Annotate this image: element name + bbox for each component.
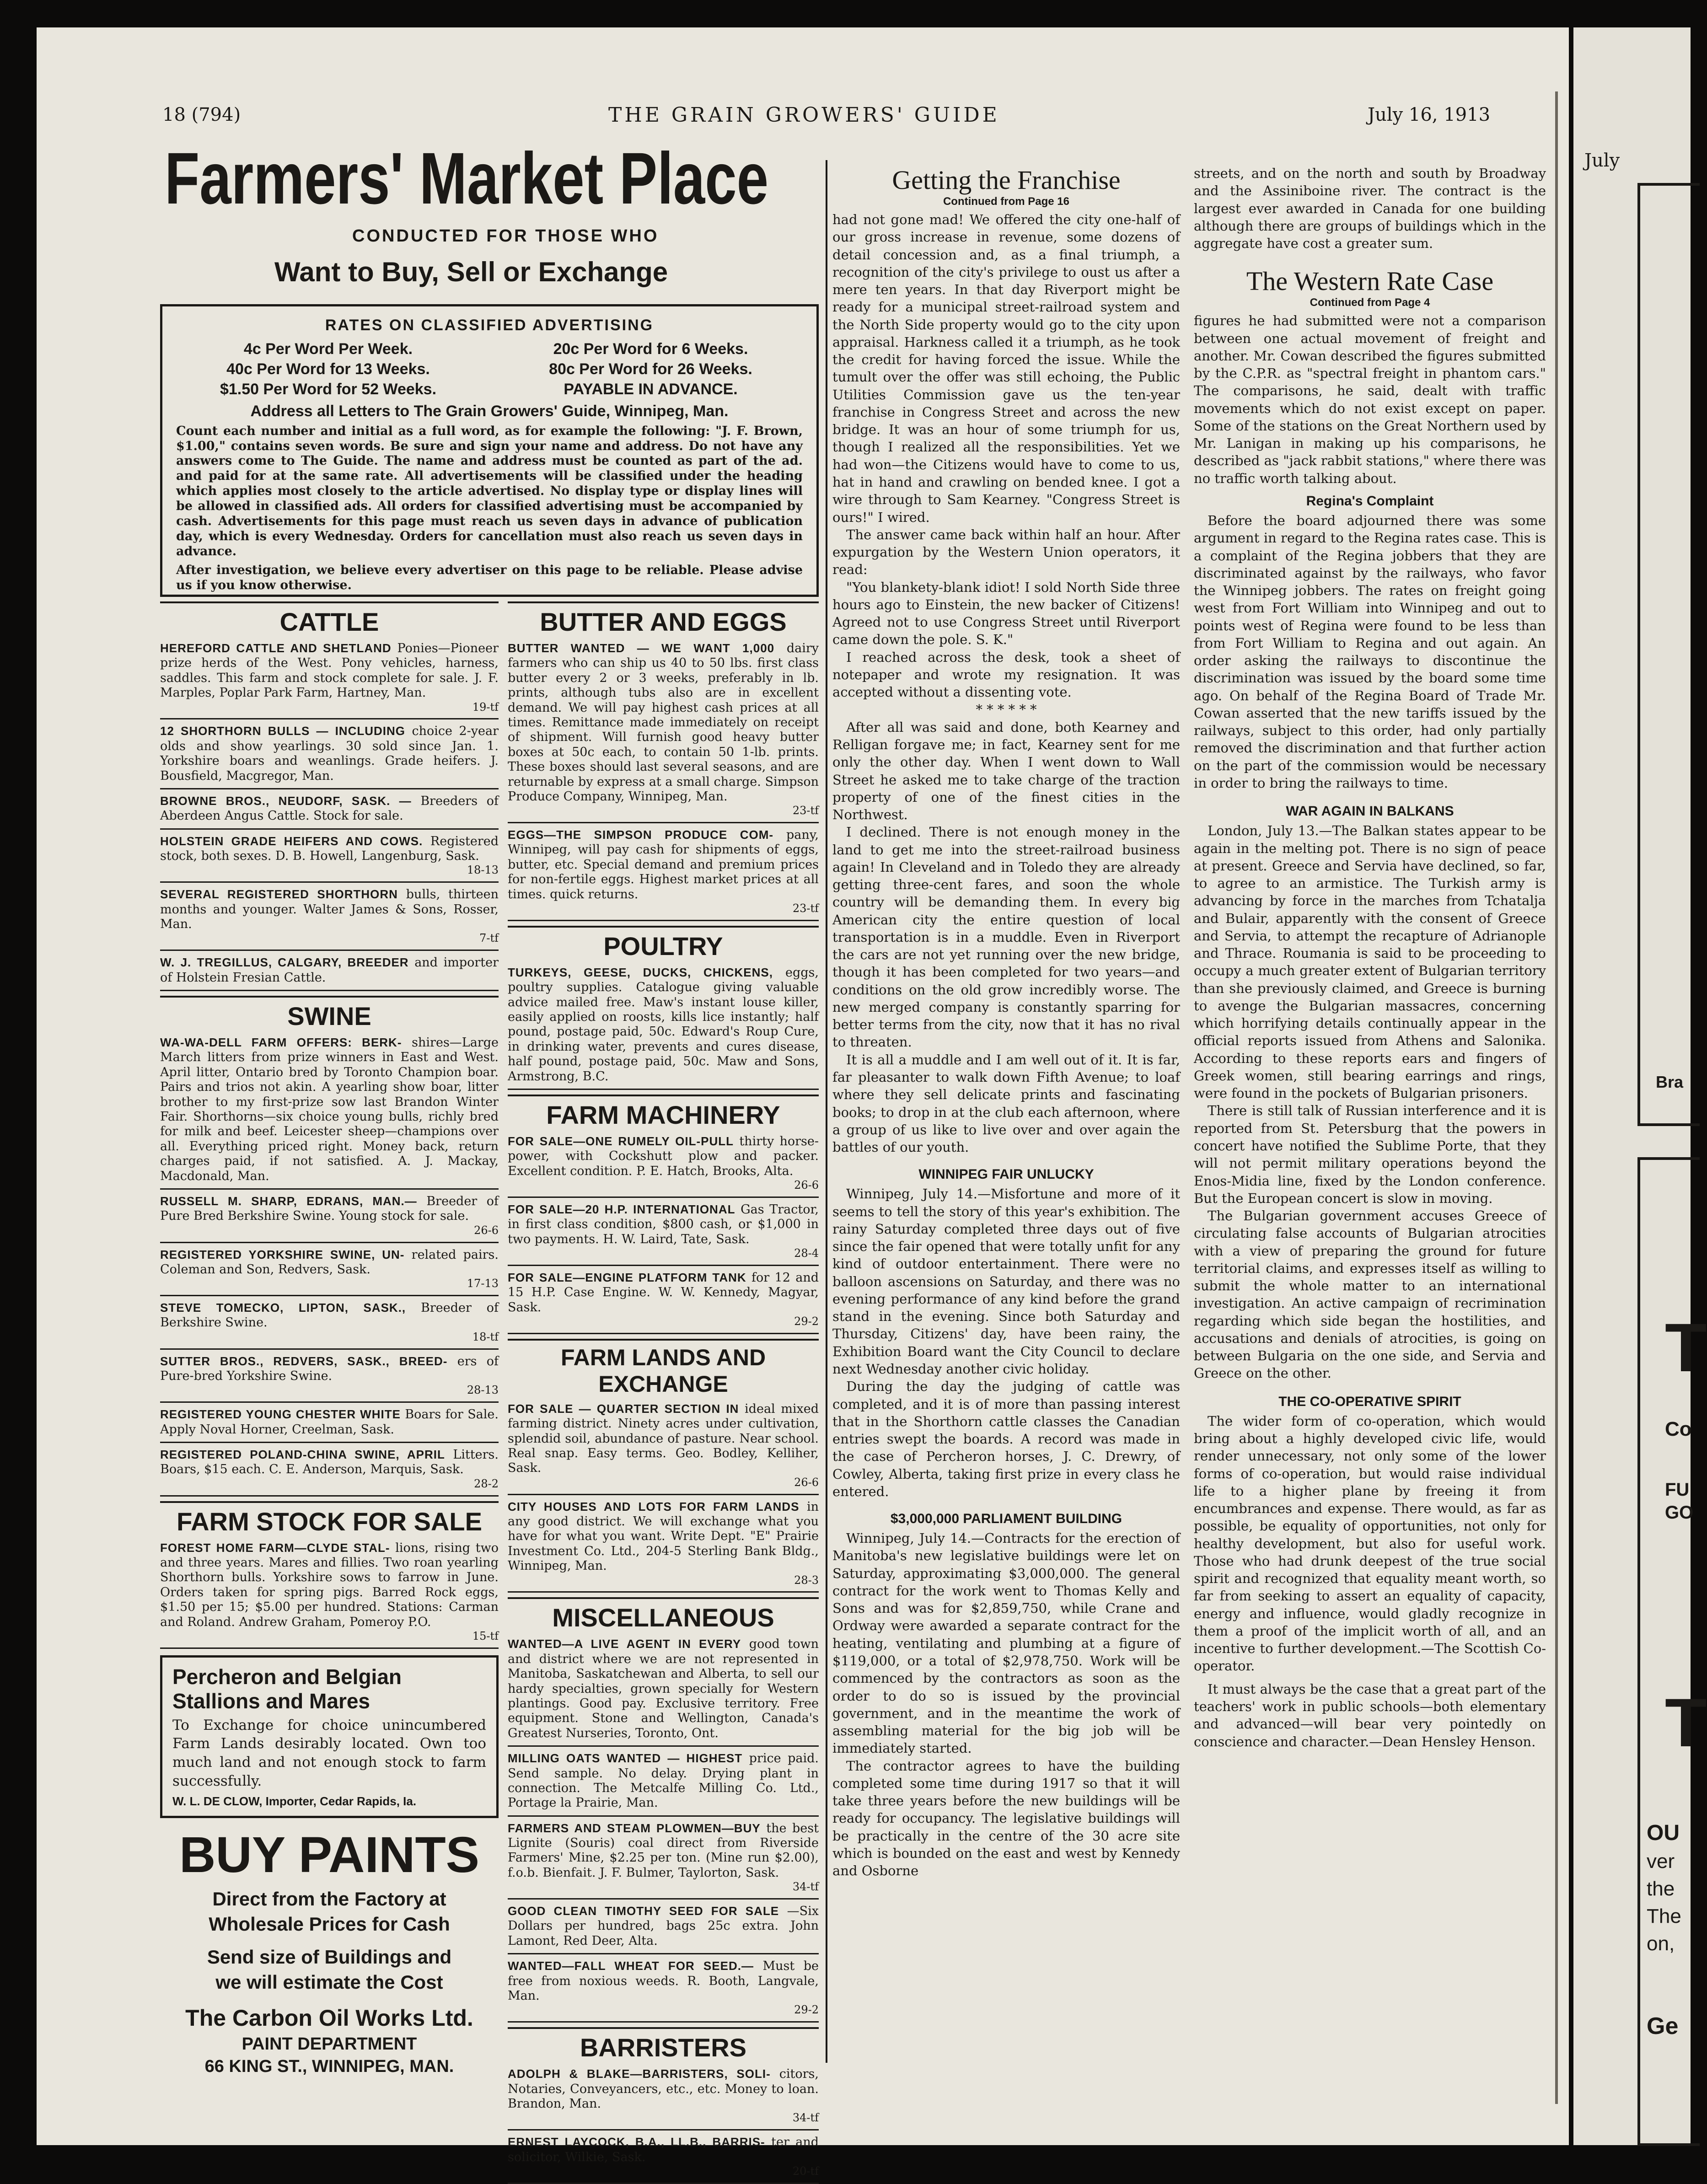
rate-item: PAYABLE IN ADVANCE. [564, 381, 738, 398]
poultry-heading: POULTRY [508, 926, 819, 961]
classified-ad: EGGS—THE SIMPSON PRODUCE COM- pany, Winnipeg, will pay cash for shipments of eggs, butter, etc. Special demand and premium prices for non-fertile eggs. Highest market prices at all times. quick returns. 23-tf [508, 823, 819, 921]
classified-ad: CITY HOUSES AND LOTS FOR FARM LANDS in any good district. We will exchange what you have for what you want. Write Dept. "E" Prairie Investment Co. Ltd., 204-5 Sterling Bank Bldg., Winnipeg, Man. 28-3 [508, 1495, 819, 1593]
paints-line: Wholesale Prices for Cash [209, 1913, 450, 1935]
market-title: Farmers' Market Place [165, 137, 769, 219]
franchise-paragraph: The answer came back within half an hour. After expurgation by the Western Union operators, it read: [832, 526, 1180, 578]
classified-ad: BUTTER WANTED — WE WANT 1,000 dairy farmers who can ship us 40 to 50 lbs. first class butter every 2 or 3 weeks, preferably in lb. prints, although tubs also are in excellent demand. We will pay highest cash prices at all times. Remittance made immediately on receipt of shipment. Will furnish good heavy butter boxes at 50c each, to contain 50 1-lb. prints. These boxes should last several seasons, and are returnable by express at a small charge. Simpson Produce Company, Winnipeg, Man. 23-tf [508, 637, 819, 823]
rate-item: 80c Per Word for 26 Weeks. [549, 360, 752, 378]
rates-heading: RATES ON CLASSIFIED ADVERTISING [325, 317, 654, 334]
classified-ad: FOR SALE—20 H.P. INTERNATIONAL Gas Tractor, in first class condition, $800 cash, or $1,000 in two payments. H. W. Laird, Tate, Sask. 28-4 [508, 1198, 819, 1266]
swine-heading: SWINE [160, 996, 499, 1031]
franchise-paragraph: I declined. There is not enough money in the land to get me into the street-railroad business again! In Cleveland and in Toledo they are already getting three-cent fares, and soon the whole country will be demanding them. In every big American city the entire question of local transportation is in a muddle. Even in Riverport the cars are not yet running over the new bridge, though it has been completed for two years—and conditions on the old grow incredibly worse. The new merged company is constantly sparring for better terms from the city, now that it has no rival to threaten. [832, 824, 1180, 1050]
page-gutter [1555, 91, 1558, 2104]
adjacent-page-header: July [1584, 150, 1620, 171]
paints-title: BUY PAINTS [179, 1827, 480, 1883]
parliament-paragraph: The contractor agrees to have the building completed some time during 1917 so that it will take three years before the new buildings will be ready for occupancy. The legislative buildings will be practically in the centre of the 30 acre site which is bounded on the east and west by Kennedy and Osborne [832, 1758, 1180, 1879]
paints-ad [160, 1827, 499, 2078]
fair-paragraph: During the day the judging of cattle was completed, and it is of more than passing interest that in the Shorthorn cattle classes the Canadian entries swept the boards. A record was made in the case of Percheron horses, J. C. Drewry, of Cowley, Alberta, taking first prize in every class he entered. [832, 1379, 1180, 1499]
classified-ad: ERNEST LAYCOCK, B.A., LL.B., BARRIS- ter and solicitor, Wilkie, Sask. 20-tf [508, 2130, 819, 2184]
rates-address: Address all Letters to The Grain Growers' Guide, Winnipeg, Man. [250, 402, 729, 420]
franchise-continued: Continued from Page 16 [943, 195, 1070, 208]
adjacent-fragment: The [1647, 1905, 1681, 1927]
classified-ad: W. J. TREGILLUS, CALGARY, BREEDER and importer of Holstein Fresian Cattle. [160, 951, 499, 991]
column-left-a [160, 601, 499, 2078]
adjacent-fragment: the [1647, 1878, 1675, 1900]
coop-paragraph: The wider form of co-operation, which would bring about a highly developed civic life, would render unnecessary, not only some of the lower forms of co-operation, but would raise individual life to a higher plane by freeing it from encumbrances and expense. There would, as far as possible, be equality of opportunities, not only for healthy development, but also for useful work. Those who had drunk deepest of the true social spirit and recognized that equality meant worth, so far from seeking to assert an equality of capacity, energy and influence, would gladly recognize in them a proof of the implicit worth of all, and an incentive to further development.—The Scottish Co-operator. [1194, 1413, 1546, 1674]
classified-ad: WANTED—A LIVE AGENT IN EVERY good town and district where we are not represented in Manitoba, Saskatchewan and Alberta, to sell our hardy specialties, grown specially for Western plantings. Good pay. Exclusive territory. Free equipment. Stone and Wellington, Canada's Greatest Nurseries, Toronto, Ont. [508, 1632, 819, 1747]
cattle-heading: CATTLE [160, 601, 499, 637]
coop-paragraph: It must always be the case that a great part of the teachers' work in public schools—both elementary and advanced—will bear very pointedly on conscience and character.—Dean Hensley Henson. [1194, 1681, 1546, 1749]
barristers-heading: BARRISTERS [508, 2027, 819, 2062]
paints-line: we will estimate the Cost [215, 1971, 443, 1993]
classified-ad: FOR SALE—ONE RUMELY OIL-PULL thirty horse-power, with Cockshutt plow and packer. Excellent condition. P. E. Hatch, Brooks, Alta. 26-6 [508, 1130, 819, 1198]
fair-title: WINNIPEG FAIR UNLUCKY [918, 1167, 1094, 1182]
paints-line: Send size of Buildings and [207, 1946, 452, 1968]
paints-address: 66 KING ST., WINNIPEG, MAN. [204, 2056, 454, 2076]
classified-ad: TURKEYS, GEESE, DUCKS, CHICKENS, eggs, poultry supplies. Catalogue giving valuable advice mailed free. Maw's instant louse killer, easily applied on roosts, kills lice instantly; half pound, postage paid, 50c. Edward's Roup Cure, in drinking water, prevents and cures disease, half pound, postage paid, 50c. Maw and Sons, Armstrong, B.C. [508, 961, 819, 1090]
market-subtitle: CONDUCTED FOR THOSE WHO [352, 226, 659, 246]
classified-ad: ADOLPH & BLAKE—BARRISTERS, SOLI- citors, Notaries, Conveyancers, etc., etc. Money to loan. Brandon, Man. 34-tf [508, 2062, 819, 2130]
classified-ad: REGISTERED YOUNG CHESTER WHITE Boars for Sale. Apply Noval Horner, Creelman, Sask. [160, 1403, 499, 1443]
classified-ad: STEVE TOMECKO, LIPTON, SASK., Breeder of Berkshire Swine. 18-tf [160, 1296, 499, 1350]
machinery-heading: FARM MACHINERY [508, 1095, 819, 1130]
classified-ad: GOOD CLEAN TIMOTHY SEED FOR SALE —Six Dollars per hundred, bags 25c extra. John Lamont, Red Deer, Alta. [508, 1900, 819, 1954]
adjacent-ad-frame [1637, 1157, 1700, 2146]
franchise-paragraph: I reached across the desk, took a sheet of notepaper and wrote my resignation. It was accepted without a dissenting vote. [832, 649, 1180, 700]
adjacent-fragment: Bra [1656, 1073, 1684, 1091]
coop-title: THE CO-OPERATIVE SPIRIT [1278, 1394, 1461, 1409]
classified-ad: FARMERS AND STEAM PLOWMEN—BUY the best Lignite (Souris) coal direct from Riverside Farmers' Mine, $2.25 per ton. (Mine run $2.00), f.o.b. Bienfait. J. F. Bulmer, Taylorton, Sask. 34-tf [508, 1817, 819, 1900]
classified-ad: REGISTERED POLAND-CHINA SWINE, APRIL Litters. Boars, $15 each. C. E. Anderson, Marquis, Sask. 28-2 [160, 1443, 499, 1497]
lands-heading: FARM LANDS AND EXCHANGE [508, 1339, 819, 1397]
section-break: * * * * * * [976, 702, 1037, 718]
adjacent-fragment: FU [1665, 1480, 1690, 1500]
classified-ad: SEVERAL REGISTERED SHORTHORN bulls, thirteen months and younger. Walter James & Sons, Rosser, Man. 7-tf [160, 883, 499, 951]
paints-company: The Carbon Oil Works Ltd. [185, 2005, 473, 2031]
franchise-paragraph: After all was said and done, both Kearney and Relligan forgave me; in fact, Kearney sent for me only the other day. When I went down to Wall Street he asked me to take charge of the traction property of one of the finest cities in the Northwest. [832, 719, 1180, 823]
balkans-paragraph: There is still talk of Russian interference and it is reported from St. Petersburg that the powers in concert have notified the Sublime Porte, that they will not permit military operations beyond the Enos-Midia line, fixed by the London conference. But the European concert is slow in moving. [1194, 1103, 1546, 1206]
percheron-text: To Exchange for choice unincumbered Farm Lands desirably located. Own too much land and not enough stock to farm successfully. [172, 1717, 486, 1790]
column-left-b [508, 601, 819, 2184]
franchise-paragraph: It is all a muddle and I am well out of it. It is far, far pleasanter to walk down Fifth Avenue; to loaf where they sell delicate prints and fascinating books; to drop in at the club each afternoon, where a group of us like to live over and over again the battles of our youth. [832, 1052, 1180, 1155]
parliament-continuation: streets, and on the north and south by Broadway and the Assiniboine river. The contract is the largest ever awarded in Canada for one building although there are groups of buildings which in the aggregate have cost a greater sum. [1194, 166, 1546, 252]
butter-heading: BUTTER AND EGGS [508, 601, 819, 637]
classified-ad: HEREFORD CATTLE AND SHETLAND Ponies—Pioneer prize herds of the West. Pony vehicles, harness, saddles. This farm and stock complete for sale. J. F. Marples, Poplar Park Farm, Hartney, Man. 19-tf [160, 637, 499, 719]
adjacent-fragment: on, [1647, 1932, 1675, 1955]
column-three [832, 165, 1180, 1879]
classified-ad: FOREST HOME FARM—CLYDE STAL- lions, rising two and three years. Mares and fillies. Two roan yearling Shorthorn bulls. Yorkshire sows to farrow in June. Orders taken for spring pigs. Barred Rock eggs, $1.50 per 15; $5.00 per hundred. Stations: Carman and Roland. Andrew Graham, Pomeroy P.O. 15-tf [160, 1536, 499, 1649]
adjacent-fragment: Ge [1647, 2013, 1679, 2039]
rate-case-paragraph: Before the board adjourned there was some argument in regard to the Regina rates case. This is a complaint of the Regina jobbers that they are discriminated against by the railways, who favor the Winnipeg jobbers. The rates on freight going west from Fort William into Winnipeg and out to points west of Regina were found to be less than from Fort William to Regina and out again. An order asking the railways to discontinue the discrimination was issued by the board some time ago. On behalf of the Regina Board of Trade Mr. Cowan asserted that the new tariffs issued by the railways, subject to this order, had only partially removed the discrimination and that further action on the part of the commission would be necessary in order to bring the railways to time. [1194, 512, 1546, 791]
fair-paragraph: Winnipeg, July 14.—Misfortune and more of it seems to tell the story of this year's exhibition. The rainy Saturday completed three days out of five since the fair opened that were totally unfit for any kind of outdoor entertainment. There were no balloon ascensions on Saturday, and there was no evening performance of any kind before the grand stand in the evening. Since both Saturday and Thursday, Citizens' day, have been rainy, the Exhibition Board want the City Council to declare next Wednesday another civic holiday. [832, 1186, 1180, 1377]
rates-table [176, 339, 803, 400]
rate-item: $1.50 Per Word for 52 Weeks. [220, 381, 437, 398]
rates-box [160, 304, 819, 597]
paints-line: Direct from the Factory at [212, 1888, 446, 1910]
percheron-signature: W. L. DE CLOW, Importer, Cedar Rapids, Ia. [172, 1794, 417, 1808]
page-number: 18 (794) [162, 104, 241, 125]
rate-case-subhead: Regina's Complaint [1306, 493, 1434, 509]
adjacent-fragment: Co [1665, 1418, 1692, 1440]
classified-ad: REGISTERED YORKSHIRE SWINE, UN- related pairs. Coleman and Son, Redvers, Sask. 17-13 [160, 1243, 499, 1297]
parliament-title: $3,000,000 PARLIAMENT BUILDING [890, 1511, 1122, 1527]
classified-ad: FOR SALE — QUARTER SECTION IN ideal mixed farming district. Ninety acres under cultivation, splendid soil, abundance of pasture. Near school. Real snap. Easy terms. Geo. Bodley, Kelliher, Sask. 26-6 [508, 1397, 819, 1495]
franchise-paragraph: "You blankety-blank idiot! I sold North Side three hours ago to Einstein, the new backer of Citizens! Agreed not to use Congress Street until Riverport came down the pole. S. K." [832, 579, 1180, 648]
paints-dept: PAINT DEPARTMENT [242, 2034, 417, 2054]
market-tagline: Want to Buy, Sell or Exchange [274, 257, 668, 287]
classified-ad: SUTTER BROS., REDVERS, SASK., BREED- ers of Pure-bred Yorkshire Swine. 28-13 [160, 1350, 499, 1403]
rates-rules: Count each number and initial as a full word, as for example the following: "J. F. Brown, $1.00," contains seven words. Be sure and sign your name and address. Do not have any answers come to The Guide. The name and address must be counted as part of the ad. and paid for at the same rate. All advertisements will be classified under the heading which applies most closely to the article advertised. No display type or display lines will be allowed in classified ads. All orders for classified advertising must be accompanied by cash. Advertisements for this page must reach us seven days in advance of publication day, which is every Wednesday. Orders for cancellation must also reach us seven days in advance. [176, 424, 803, 559]
classified-ad: WA-WA-DELL FARM OFFERS: BERK- shires—Large March litters from prize winners in East and West. April litter, Ontario bred by Toronto Champion boar. Pairs and trios not akin. A yearling show boar, litter brother to my first-prize sow last Brandon Winter Fair. Shorthorns—six choice young bulls, richly bred for milk and beef. Leicester sheep—champions over all. Everything priced right. Money back, return charges paid, if not satisfied. A. J. Mackay, Macdonald, Man. [160, 1031, 499, 1190]
rate-case-title: The Western Rate Case [1246, 266, 1494, 296]
newspaper-page [37, 27, 1569, 2178]
classified-ad: WANTED—FALL WHEAT FOR SEED.— Must be free from noxious weeds. R. Booth, Langvale, Man. 29-2 [508, 1954, 819, 2023]
reliability-note: After investigation, we believe every advertiser on this page to be reliable. Please advise us if you know otherwise. [176, 563, 803, 592]
classified-ad: RUSSELL M. SHARP, EDRANS, MAN.— Breeder of Pure Bred Berkshire Swine. Young stock for sale. 26-6 [160, 1190, 499, 1243]
adjacent-fragment: GO [1665, 1503, 1694, 1523]
rate-case-continued: Continued from Page 4 [1310, 296, 1430, 309]
adjacent-fragment: OU [1647, 1821, 1680, 1845]
percheron-title: Percheron and Belgian Stallions and Mares [172, 1664, 402, 1713]
farmstock-heading: FARM STOCK FOR SALE [160, 1501, 499, 1536]
rate-case-paragraph: figures he had submitted were not a comparison between one actual movement of freight and another. Mr. Cowan described the figures submitted by the C.P.R. as "spectral freight in phantom cars." The comparisons, he said, dealt with traffic movements which do not exist except on paper. Some of the stations on the Great Northern used by Mr. Lanigan in making up his comparisons, he described as "jack rabbit stations," where there was no traffic worth talking about. [1194, 313, 1546, 486]
column-four [1194, 165, 1546, 1750]
classified-ad: BROWNE BROS., NEUDORF, SASK. — Breeders of Aberdeen Angus Cattle. Stock for sale. [160, 789, 499, 830]
adjacent-fragment: T [1665, 1309, 1707, 1386]
franchise-paragraph: had not gone mad! We offered the city one-half of our gross increase in revenue, some dozens of detail concession and, as a final triumph, a recognition of the city's privilege to oust us after a mere ten years. In that day Riverport might be ready for a municipal street-railroad system and the North Side property would go to the city upon appraisal. Harkness called it a triumph, as he took the credit for having forced the issue. While the tumult over the offer was still echoing, the Public Utilities Commission gave us the ten-year franchise in Congress Street and across the new bridge. It was an hour of some triumph for us, though I realized all the responsibilities. Yet we had won—the Citizens would have to come to us, hat in hand and crawling on bended knee. I got a wire through to Sam Kearney. "Congress Street is ours!" I wired. [832, 212, 1180, 525]
classified-ad: FOR SALE—ENGINE PLATFORM TANK for 12 and 15 H.P. Case Engine. W. W. Kennedy, Magyar, Sask. 29-2 [508, 1266, 819, 1334]
publication-name: THE GRAIN GROWERS' GUIDE [608, 103, 1000, 127]
percheron-ad [160, 1655, 499, 1818]
adjacent-fragment: ver [1647, 1850, 1675, 1873]
franchise-title: Getting the Franchise [892, 165, 1121, 195]
classified-ad: HOLSTEIN GRADE HEIFERS AND COWS. Registered stock, both sexes. D. B. Howell, Langenburg, Sask. 18-13 [160, 830, 499, 883]
classified-ad: MILLING OATS WANTED — HIGHEST price paid. Send sample. No delay. Drying plant in connection. The Metcalfe Milling Co. Ltd., Portage la Prairie, Man. [508, 1747, 819, 1817]
classified-ad: 12 SHORTHORN BULLS — INCLUDING choice 2-year olds and show yearlings. 30 sold since Jan. 1. Yorkshire boars and weanlings. Grade heifers. J. Bousfield, Macgregor, Man. [160, 719, 499, 789]
rate-item: 20c Per Word for 6 Weeks. [553, 340, 748, 358]
rate-item: 40c Per Word for 13 Weeks. [226, 360, 430, 378]
rate-item: 4c Per Word Per Week. [243, 340, 413, 358]
parliament-paragraph: Winnipeg, July 14.—Contracts for the erection of Manitoba's new legislative buildings were let on Saturday, approximating $3,000,000. The general contract for the work went to Thomas Kelly and Sons and was for $2,859,750, while Crane and Ordway were awarded a separate contract for the heating, ventilating and plumbing at a figure of $119,000, or a total of $2,978,750. Work will be commenced by the contractors as soon as the order to do so is issued by the provincial government, and in the meantime the work of assembling material for the big job will be immediately started. [832, 1530, 1180, 1756]
issue-date: July 16, 1913 [1368, 104, 1491, 125]
adjacent-page [1573, 27, 1707, 2145]
balkans-title: WAR AGAIN IN BALKANS [1286, 804, 1454, 819]
misc-heading: MISCELLANEOUS [508, 1597, 819, 1632]
adjacent-ad-frame [1637, 183, 1700, 1126]
balkans-paragraph: London, July 13.—The Balkan states appear to be again in the melting pot. There is no sign of peace at present. Greece and Servia have declined, so far, to agree to an armistice. The Turkish army is advancing by force in the marches from Tchatalja and Bulair, apparently with the consent of Greece and Servia, to attempt the recapture of Adrianople and Thrace. Roumania is said to be proceeding to occupy a much greater extent of Bulgarian territory than she previously claimed, and Greece is burning to avenge the Bulgarian massacres, concerning which horrifying details continually appear in the official reports issued from Athens and Salonika. According to these reports ears and fingers of Greek women, still bearing earrings and rings, were found in the pockets of Bulgarian prisoners. [1194, 823, 1546, 1101]
adjacent-fragment: T [1665, 1684, 1707, 1761]
column-rule [826, 160, 827, 2063]
balkans-paragraph: The Bulgarian government accuses Greece of circulating false accounts of Bulgarian atrocities with a view of preparing the ground for future territorial claims, and expresses itself as willing to submit the whole matter to an international investigation. An active campaign of recrimination regarding which side began the hostilities, and accusations and denials of atrocities, is going on between Bulgaria on the one side, and Servia and Greece on the other. [1194, 1208, 1546, 1381]
